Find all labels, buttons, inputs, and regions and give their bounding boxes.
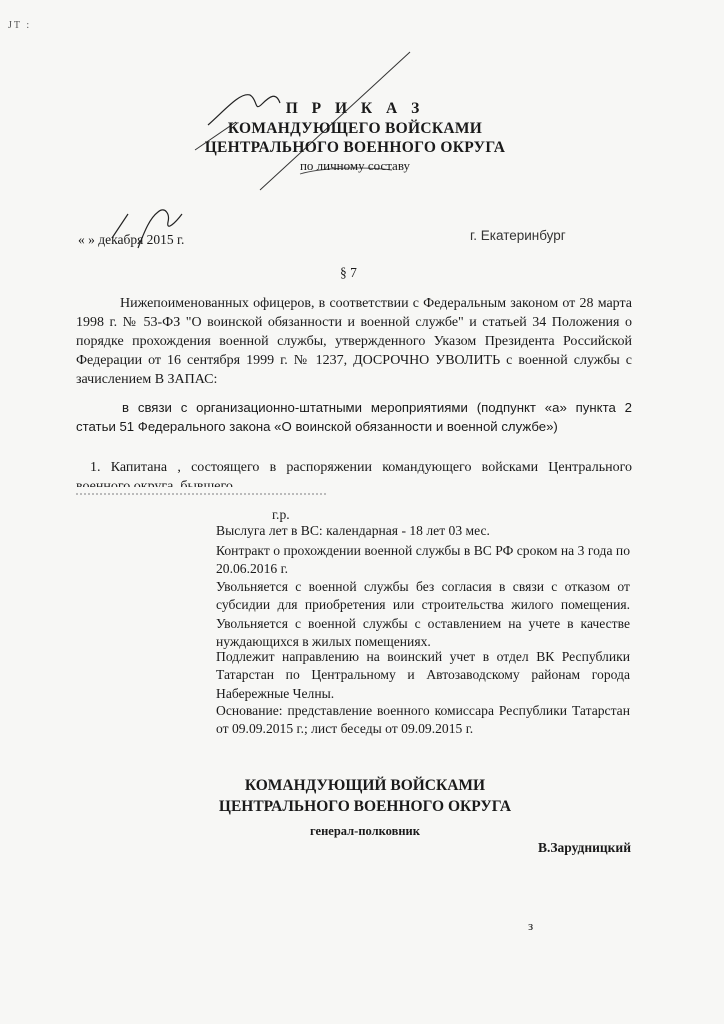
signatory-rank: генерал-полковник [310, 824, 420, 838]
redacted-band [70, 487, 640, 507]
paragraph-legal-basis: Нижепоименованных офицеров, в соответствии с Федеральным законом от 28 марта 1998 г. № 53-ФЗ "О воинской обязанности и военной службе" и статьей 34 Положения о порядке прохождения военной службы, утвержденного Указом Президента Российской Федерации от 16 сентября 1999 г. № 1237, ДОСРОЧНО УВОЛИТЬ с военной службы с зачислением В ЗАПАС: [76, 296, 632, 387]
stray-mark: з [528, 918, 534, 933]
detail-dismissal: Увольняется с военной службы без согласия в связи с отказом от субсидии для приобретения или строительства жилого помещения. Увольняется с военной службы с оставлением на учете в качестве нуждающихся в жилых помещениях. [216, 579, 630, 650]
section-number: § 7 [340, 265, 357, 280]
detail-registration: Подлежит направлению на воинский учет в отдел ВК Республики Татарстан по Центральному и Автозаводскому районам города Набережные Челны. [216, 649, 630, 701]
detail-basis: Основание: представление военного комиссара Республики Татарстан от 09.09.2015 г.; лист беседы от 09.09.2015 г. [216, 703, 630, 737]
order-city: г. Екатеринбург [470, 228, 566, 243]
signatory-title-line2: ЦЕНТРАЛЬНОГО ВОЕННОГО ОКРУГА [218, 798, 512, 815]
paragraph-officer: 1. Капитана , состоящего в распоряжении командующего войсками Центрального [90, 460, 632, 475]
redacted-line [76, 493, 326, 495]
paragraph-reason: в связи с организационно-штатными мероприятиями (подпункт «а» пункта 2 статьи 51 Федерального закона «О воинской обязанности и военной службе») [76, 400, 632, 434]
signatory-title-line1: КОМАНДУЮЩИЙ ВОЙСКАМИ [244, 777, 486, 794]
signatory-name: В.Зарудницкий [538, 840, 631, 855]
detail-service: Выслуга лет в ВС: календарная - 18 лет 03 мес. [216, 523, 490, 538]
order-issuer-line1: КОМАНДУЮЩЕГО ВОЙСКАМИ [227, 120, 483, 137]
corner-mark: JT : [8, 20, 32, 31]
detail-birth: г.р. [272, 507, 290, 522]
order-subtitle: по личному составу [299, 158, 411, 173]
detail-contract: Контракт о прохождении военной службы в ВС РФ сроком на 3 года по 20.06.2016 г. [216, 543, 630, 577]
order-title: П Р И К А З [285, 100, 425, 117]
order-issuer-line2: ЦЕНТРАЛЬНОГО ВОЕННОГО ОКРУГА [204, 139, 506, 156]
order-date: « » декабря 2015 г. [78, 232, 185, 247]
